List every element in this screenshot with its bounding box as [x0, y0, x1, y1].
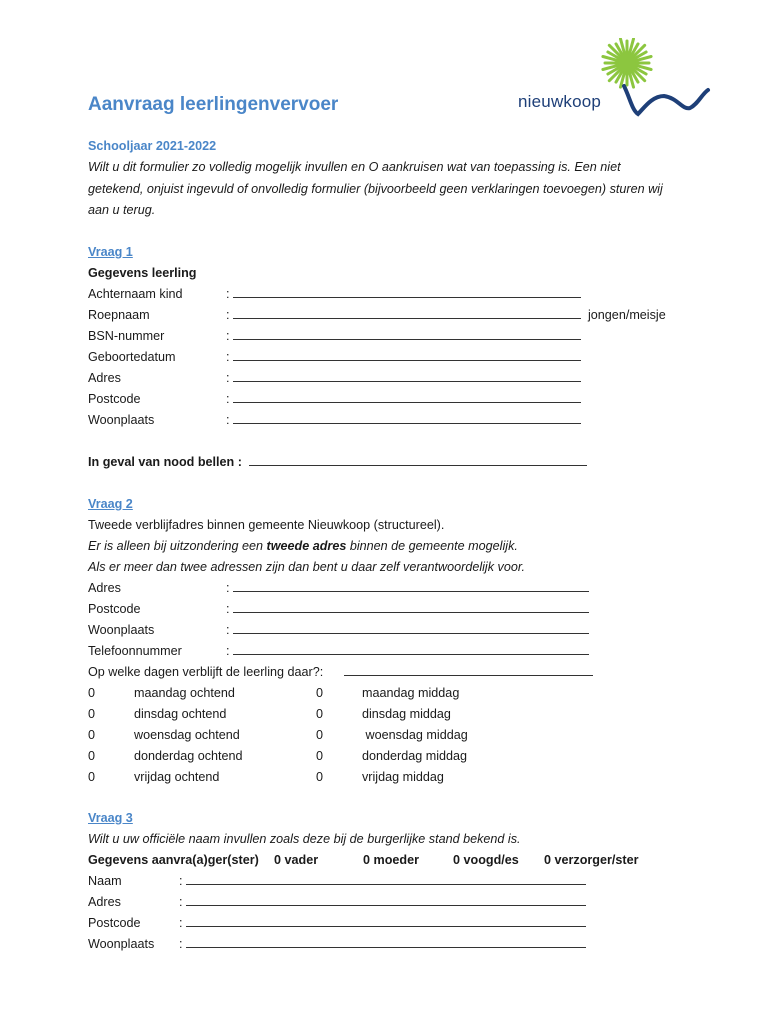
aanvrager-field-input[interactable]: :	[179, 873, 586, 889]
day-checkbox-afternoon[interactable]: 0	[316, 749, 324, 763]
aanvrager-field-input[interactable]: :	[179, 894, 586, 910]
day-checkbox-afternoon[interactable]: 0	[316, 707, 324, 721]
aanvrager-field-label: Naam	[88, 874, 122, 888]
leerling-field-label: BSN-nummer	[88, 329, 165, 343]
leerling-field-input[interactable]: :	[226, 328, 581, 344]
aanvrager-field-label: Adres	[88, 895, 121, 909]
day-checkbox-afternoon[interactable]: 0	[316, 686, 324, 700]
gegevens-aanvrager: Gegevens aanvra(a)ger(ster)	[88, 853, 259, 867]
vraag2-line-2: Er is alleen bij uitzondering een tweede adres binnen de gemeente mogelijk.	[88, 539, 518, 553]
day-label-morning: donderdag ochtend	[134, 749, 243, 763]
river-wave-icon	[624, 86, 708, 114]
logo-text: nieuwkoop	[518, 92, 602, 111]
day-checkbox-morning[interactable]: 0	[88, 749, 96, 763]
adres2-field-label: Woonplaats	[88, 623, 155, 637]
option-moeder[interactable]: 0 moeder	[363, 853, 419, 867]
option-vader[interactable]: 0 vader	[274, 853, 319, 867]
adres2-field-label: Postcode	[88, 602, 141, 616]
vraag2-line-1: Tweede verblijfadres binnen gemeente Nieuwkoop (structureel).	[88, 518, 445, 532]
leerling-field-label: Woonplaats	[88, 413, 155, 427]
day-checkbox-afternoon[interactable]: 0	[316, 770, 324, 784]
adres2-field-input[interactable]: :	[226, 622, 589, 638]
leerling-field-input[interactable]: :	[226, 349, 581, 365]
aanvrager-field-label: Postcode	[88, 916, 141, 930]
adres2-field-input[interactable]: :	[226, 643, 589, 659]
day-label-afternoon: vrijdag middag	[362, 770, 444, 784]
leerling-field-label: Achternaam kind	[88, 287, 183, 301]
intro-line-1: Wilt u dit formulier zo volledig mogelijk invullen en O aankruisen wat van toepassing is. Een niet	[88, 160, 621, 174]
vraag1-subheading: Gegevens leerling	[88, 266, 197, 280]
day-label-afternoon: maandag middag	[362, 686, 460, 700]
aanvrager-field-input[interactable]: :	[179, 915, 586, 931]
day-checkbox-morning[interactable]: 0	[88, 728, 96, 742]
dagen-input[interactable]	[344, 664, 593, 680]
page-title: Aanvraag leerlingenvervoer	[88, 94, 339, 115]
day-checkbox-afternoon[interactable]: 0	[316, 728, 324, 742]
option-voogd[interactable]: 0 voogd/es	[453, 853, 519, 867]
day-checkbox-morning[interactable]: 0	[88, 770, 96, 784]
schooljaar: Schooljaar 2021-2022	[88, 139, 217, 153]
day-label-morning: woensdag ochtend	[134, 728, 240, 742]
leerling-field-label: Roepnaam	[88, 308, 150, 322]
vraag2-line-3: Als er meer dan twee adressen zijn dan bent u daar zelf verantwoordelijk voor.	[88, 560, 526, 574]
sun-flower-icon	[603, 39, 651, 87]
leerling-field-label: Postcode	[88, 392, 141, 406]
leerling-field-input[interactable]: :	[226, 391, 581, 407]
leerling-field-input[interactable]: :	[226, 412, 581, 428]
vraag3-line-1: Wilt u uw officiële naam invullen zoals deze bij de burgerlijke stand bekend is.	[88, 832, 521, 846]
leerling-field-input[interactable]: :	[226, 286, 581, 302]
day-label-morning: maandag ochtend	[134, 686, 235, 700]
dagen-label: Op welke dagen verblijft de leerling daar?:	[88, 665, 324, 679]
day-label-afternoon: donderdag middag	[362, 749, 468, 763]
leerling-field-suffix: jongen/meisje	[588, 308, 666, 322]
adres2-field-label: Adres	[88, 581, 121, 595]
intro-line-3: aan u terug.	[88, 203, 156, 217]
vraag1-heading: Vraag 1	[88, 245, 133, 259]
adres2-field-input[interactable]: :	[226, 580, 589, 596]
adres2-field-input[interactable]: :	[226, 601, 589, 617]
vraag2-heading: Vraag 2	[88, 497, 133, 511]
leerling-field-label: Adres	[88, 371, 121, 385]
nood-label: In geval van nood bellen :	[88, 455, 242, 469]
adres2-field-label: Telefoonnummer	[88, 644, 182, 658]
day-label-morning: vrijdag ochtend	[134, 770, 220, 784]
leerling-field-input[interactable]: :	[226, 370, 581, 386]
day-checkbox-morning[interactable]: 0	[88, 686, 96, 700]
aanvrager-field-input[interactable]: :	[179, 936, 586, 952]
day-label-morning: dinsdag ochtend	[134, 707, 227, 721]
day-label-afternoon: woensdag middag	[362, 728, 468, 742]
intro-line-2: getekend, onjuist ingevuld of onvolledig formulier (bijvoorbeeld geen verklaringen toevoegen) sturen wij	[88, 182, 663, 196]
leerling-field-label: Geboortedatum	[88, 350, 176, 364]
option-verzorger[interactable]: 0 verzorger/ster	[544, 853, 639, 867]
day-label-afternoon: dinsdag middag	[362, 707, 451, 721]
vraag3-heading: Vraag 3	[88, 811, 133, 825]
leerling-field-input[interactable]: :	[226, 307, 581, 323]
day-checkbox-morning[interactable]: 0	[88, 707, 96, 721]
aanvrager-field-label: Woonplaats	[88, 937, 155, 951]
nood-input[interactable]	[249, 454, 587, 470]
